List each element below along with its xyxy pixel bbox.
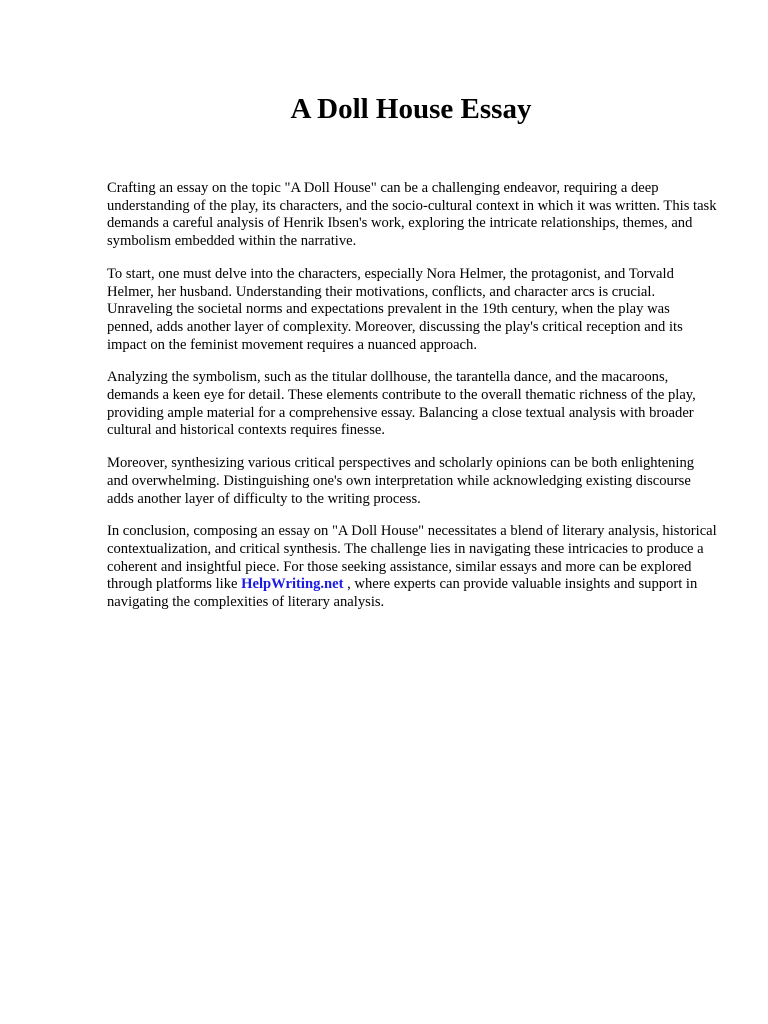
paragraph-characters: To start, one must delve into the characters, especially Nora Helmer, the protagonist, and Torvald Helmer, her husband. Understanding their motivations, conflicts, and character arcs is crucial. Unraveling the societal norms and expectations prevalent in the 19th century, when the play was penned, adds another layer of complexity. Moreover, discussing the play's critical reception and its impact on the feminist movement requires a nuanced approach.: [107, 265, 683, 353]
document-title: A Doll House Essay: [290, 93, 532, 125]
paragraph-perspectives: Moreover, synthesizing various critical perspectives and scholarly opinions can be both enlightening and overwhelming. Distinguishing one's own interpretation while acknowledging existing discourse adds another layer of difficulty to the writing process.: [107, 455, 695, 507]
conclusion-text-after-link: , where experts can provide valuable insights and support in navigating the complexities of literary analysis.: [107, 576, 698, 611]
paragraph-intro: Crafting an essay on the topic "A Doll House" can be a challenging endeavor, requiring a deep understanding of the play, its characters, and the socio-cultural context in which it was written. This task demands a careful analysis of Henrik Ibsen's work, exploring the intricate relationships, themes, and symbolism embedded within the narrative.: [107, 180, 717, 250]
essay-body: [107, 180, 717, 627]
conclusion-text-before-link: In conclusion, composing an essay on "A Doll House" necessitates a blend of literary analysis, historical contextualization, and critical synthesis. The challenge lies in navigating these intricacies to produce a coherent and insightful piece. For those seeking assistance, similar essays and more can be explored through platforms like: [107, 523, 717, 593]
helpwriting-link[interactable]: HelpWriting.net: [241, 576, 344, 593]
paragraph-conclusion: [107, 523, 717, 612]
paragraph-symbolism: Analyzing the symbolism, such as the titular dollhouse, the tarantella dance, and the macaroons, demands a keen eye for detail. These elements contribute to the overall thematic richness of the play, providing ample material for a comprehensive essay. Balancing a close textual analysis with broader cultural and historical contexts requires finesse.: [107, 369, 696, 439]
